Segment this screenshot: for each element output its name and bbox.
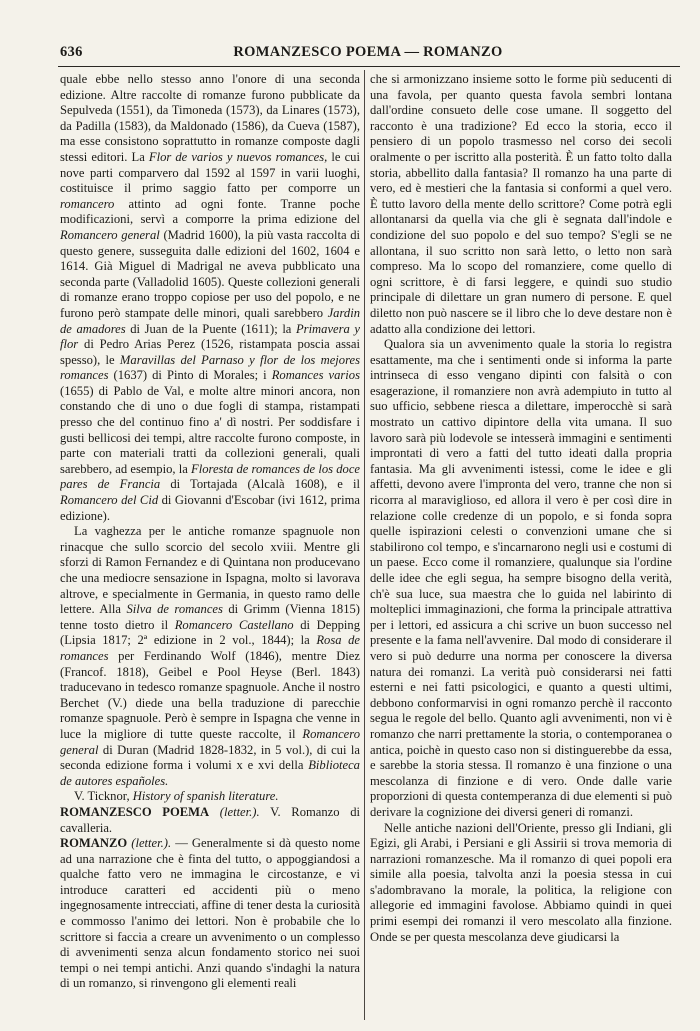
column-divider — [364, 70, 365, 1020]
paragraph: quale ebbe nello stesso anno l'onore di una seconda edizione. Altre raccolte di romanze furono pubblicate da Sepulveda (1551), da Timoneda (1573), da Linares (1573), da Padilla (1583), da Maldonado (1586), da Cueva (1587), ma esse consistono soprattutto in romanze composte dagli stessi editori. La Flor de varios y nuevos romances, le cui nove parti comparvero dal 1592 al 1597 in varii luoghi, costituisce il primo saggio fatto per comporre un romancero attinto ad ogni fonte. Tranne poche modificazioni, servì a comporre la prima edizione del Romancero general (Madrid 1600), la più vasta raccolta di questo genere, susseguita dalle edizioni del 1602, 1604 e 1614. Già Miguel di Madrigal ne aveva pubblicato una seconda parte (Valladolid 1605). Queste collezioni generali di romanze erano troppo copiose per uso del popolo, e ne furono però stampate delle minori, quali sarebbero Jardin de amadores di Juan de la Puente (1611); la Primavera y flor di Pedro Arias Perez (1526, ristampata poscia assai spesso), le Maravillas del Parnaso y flor de los mejores romances (1637) di Pinto di Morales; i Romances varios (1655) di Pablo de Val, e molte altre minori ancora, non constando che di uno o due fogli di stampa, ristampati presso che del continuo fino a' dì nostri. Per soddisfare i gusti bellicosi dei tempi, altre raccolte furono composte, in parte con materiali tratti da collezioni generali, quali sarebbero, ad esempio, la Floresta de romances de los doce pares de Francia di Tortajada (Alcalà 1608), e il Romancero del Cid di Giovanni d'Escobar (ivi 1612, prima edizione). — [60, 72, 360, 523]
page-header — [60, 42, 676, 64]
right-column — [370, 72, 672, 1020]
paragraph: Qualora sia un avvenimento quale la storia lo registra esattamente, ma che i sentimenti onde si informa la parte intrinseca di esso vengano dipinti con falsità o con esagerazione, il romanziere non avrà adempiuto in tutto al suo ufficio, sebbene riesca a dilettare, imperocchè si sarà mostrato un cattivo dipintore della vita umana. Il suo lavoro sarà più lodevole se intesserà immagini e sentimenti improntati di vero a fatti del tutto ideati dalla propria fantasia. Ma gli avvenimenti istessi, come le idee e gli affetti, devono avere l'impronta del vero, tranne che non si ricorra al maraviglioso, ed allora il vero è per così dire in relazione colle credenze di un popolo, e si fonda sopra quelle ispirazioni celesti o convenzioni umane che si stabilirono col tempo, e s'incarnarono negli usi e costumi di un paese. Ecco come il romanziere, qualunque sia l'ordine delle idee che egli segua, ha sempre bisogno della verità, ch'è sua luce, sua maestra che lo guida nel labirinto di molteplici immaginazioni, che forma la principale attrattiva per i lettori, ed assicura a chi scrive un buon successo nel presente e la fama nell'avvenire. Dal modo di considerare il vero si può dedurre una norma per conoscere la diversa natura dei romanzi. La verità può considerarsi nei fatti esterni e nei fatti psicologici, e quanto a questi ultimi, debbono conformarvisi in ogni romanzo perchè il racconto segua le regole del bello. Quanto agli avvenimenti, non vi è romanzo che narri prettamente la storia, o contemporanea o antica, poichè in questo caso non si distinguerebbe da essa, e sarebbe la storia stessa. Il romanzo è una finzione o una mescolanza di finzione e di vero. Onde dalle varie proporzioni di questa contemperanza di due elementi si può derivare la cognizione dei diversi generi di romanzi. — [370, 337, 672, 819]
header-rule — [58, 66, 680, 67]
entry-romanzo: ROMANZO (letter.). — Generalmente si dà questo nome ad una narrazione che è finta del tutto, o appoggiandosi a qualche fatto vero ne immagina le circostanze, e vi introduce caratteri ed accidenti più o meno ingegnosamente intrecciati, affine di tener desta la curiosità e commosso l'animo dei lettori. Non è probabile che lo scrittore si faccia a creare un avvenimento o un complesso di avvenimenti senza alcun fondamento storico nei suoi tempi o nei tempi antichi. Anzi quando s'indaghi la natura di un romanzo, si rinvengono gli elementi reali — [60, 836, 360, 991]
paragraph: La vaghezza per le antiche romanze spagnuole non rinacque che sullo scorcio del secolo xviii. Mentre gli sforzi di Ramon Fernandez e di Quintana non producevano che una mediocre sensazione in Ispagna, molto si lavorava altrove, e specialmente in Germania, in questo ramo delle lettere. Alla Silva de romances di Grimm (Vienna 1815) tenne tosto dietro il Romancero Castellano di Depping (Lipsia 1817; 2ª edizione in 2 vol., 1844); la Rosa de romances per Ferdinando Wolf (1846), mentre Diez (Francof. 1818), Geibel e Pool Heyse (Berl. 1843) traducevano in tedesco romanze spagnuole. Anche il nostro Berchet (V.) diede una bella traduzione di parecchie romanze spagnuole. Però è sempre in Ispagna che venne in luce la migliore di tutte queste raccolte, il Romancero general di Duran (Madrid 1828-1832, in 5 vol.), di cui la seconda edizione forma i volumi x e xvi della Biblioteca de autores españoles. — [60, 524, 360, 788]
left-column — [60, 72, 360, 1020]
paragraph: che si armonizzano insieme sotto le forme più seducenti di una favola, per quanto questa favola sembri lontana dall'ordine consueto delle cose umane. Il soggetto del racconto è una tradizione? Ed ecco la storia, ecco il pensiero di un popolo trasmesso nel corso dei secoli oralmente o per iscritto alla posterità. È un fatto tolto dalla storia, abbellito dalla fantasia? Il romanzo ha una parte di vero, ed è mestieri che la fantasia si conformi a quel vero. È tutto lavoro della mente dello scrittore? Come potrà egli allontanarsi da quella via che gli è segnata dall'indole e condizione del suo popolo e del suo tempo? S'egli se ne allontana, il suo scritto non sarà letto, o letto non sarà compreso. Ma lo scopo del romanziere, come quello di ogni scrittore, è di farsi leggere, e quindi suo studio principale di dilettare un gran numero di persone. E quel diletto non può nascere se il libro che lo deve destare non è adatto alla condizione dei lettori. — [370, 72, 672, 336]
page-number: 636 — [60, 44, 83, 60]
running-title: ROMANZESCO POEMA — ROMANZO — [233, 44, 503, 60]
reference-note: V. Ticknor, History of spanish literature. — [74, 789, 279, 804]
paragraph: Nelle antiche nazioni dell'Oriente, presso gli Indiani, gli Egizi, gli Arabi, i Persiani e gli Assirii si trova memoria di narrazioni romanzesche. Ma il romanzo di quei popoli era simile alla poesia, talvolta anzi la poesia stessa in cui s'adombravano la morale, la politica, la religione con allegorie ed immagini favolose. Abbiamo quindi in quei primi esempi dei romanzi il vero mescolato alla finzione. Onde se per questa mescolanza deve giudicarsi la — [370, 820, 672, 944]
cross-reference-entry: ROMANZESCO POEMA (letter.). V. Romanzo di cavalleria. — [60, 804, 360, 835]
